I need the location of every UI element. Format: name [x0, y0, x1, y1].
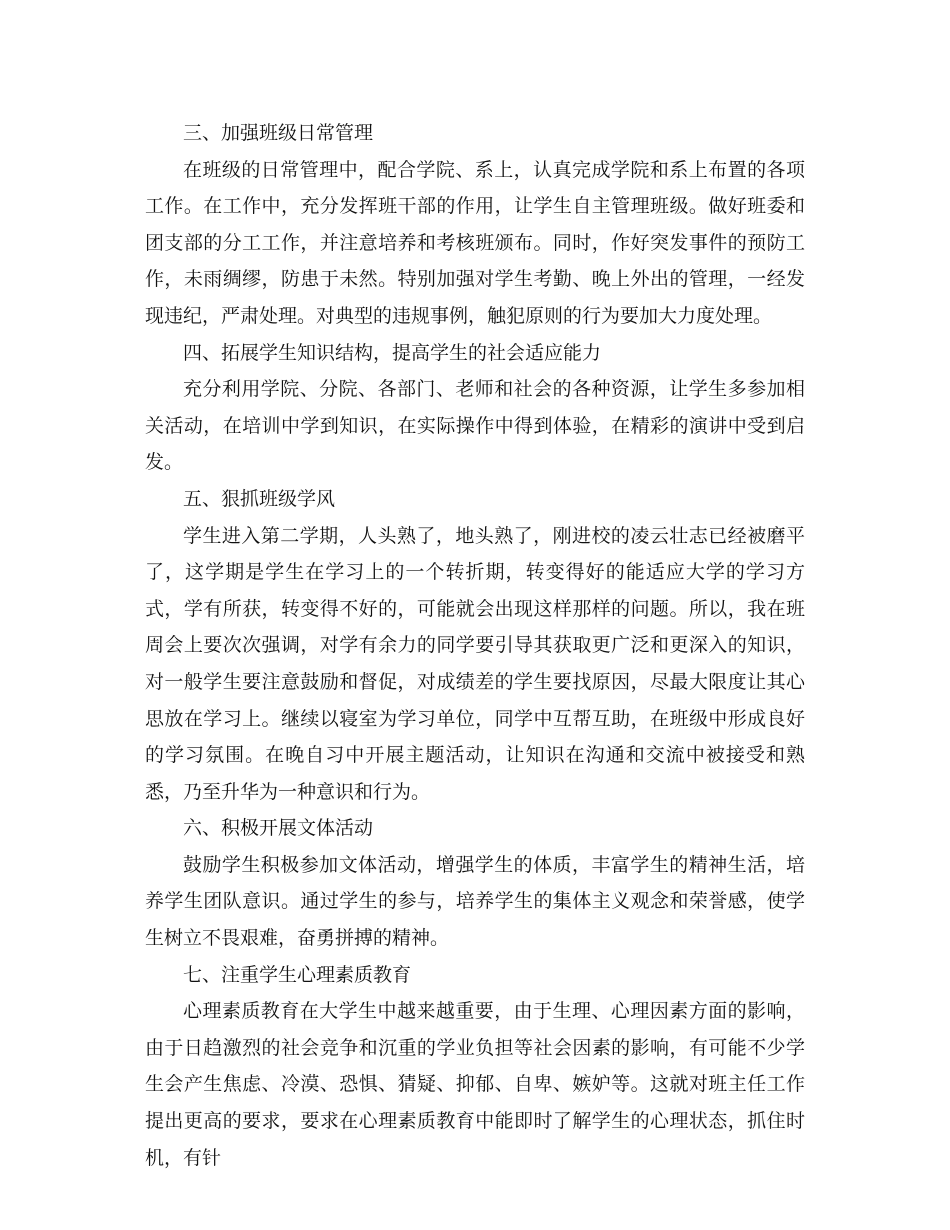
- section-body-6: 鼓励学生积极参加文体活动，增强学生的体质，丰富学生的精神生活，培养学生团队意识。通过学生的参与，培养学生的集体主义观念和荣誉感，使学生树立不畏艰难，奋勇拼搏的精神。: [145, 853, 805, 950]
- section-heading-4: 四、拓展学生知识结构，提高学生的社会适应能力: [183, 341, 602, 364]
- section-heading-6: 六、积极开展文体活动: [183, 817, 374, 840]
- section-heading-5: 五、狠抓班级学风: [183, 487, 336, 510]
- section-body-7: 心理素质教育在大学生中越来越重要，由于生理、心理因素方面的影响，由于日趋激烈的社会竞争和沉重的学业负担等社会因素的影响，有可能不少学生会产生焦虑、冷漠、恐惧、猜疑、抑郁、自卑、嫉妒等。这就对班主任工作提出更高的要求，要求在心理素质教育中能即时了解学生的心理状态，抓住时机，有针: [145, 1000, 805, 1169]
- section-body-4: 充分利用学院、分院、各部门、老师和社会的各种资源，让学生多参加相关活动，在培训中学到知识，在实际操作中得到体验，在精彩的演讲中受到启发。: [145, 378, 805, 474]
- section-body-3: 在班级的日常管理中，配合学院、系上，认真完成学院和系上布置的各项工作。在工作中，充分发挥班干部的作用，让学生自主管理班级。做好班委和团支部的分工工作，并注意培养和考核班颁布。同时，作好突发事件的预防工作，未雨绸缪，防患于未然。特别加强对学生考勤、晚上外出的管理，一经发现违纪，严肃处理。对典型的违规事例，触犯原则的行为要加大力度处理。: [145, 158, 805, 327]
- document-body: [145, 115, 805, 1176]
- section-body-5: 学生进入第二学期，人头熟了，地头熟了，刚进校的凌云壮志已经被磨平了，这学期是学生在学习上的一个转折期，转变得好的能适应大学的学习方式，学有所获，转变得不好的，可能就会出现这样那样的问题。所以，我在班周会上要次次强调，对学有余力的同学要引导其获取更广泛和更深入的知识，对一般学生要注意鼓励和督促，对成绩差的学生要找原因，尽最大限度让其心思放在学习上。继续以寝室为学习单位，同学中互帮互助，在班级中形成良好的学习氛围。在晚自习中开展主题活动，让知识在沟通和交流中被接受和熟悉，乃至升华为一种意识和行为。: [145, 524, 805, 803]
- section-heading-3: 三、加强班级日常管理: [183, 122, 374, 144]
- section-heading-7: 七、注重学生心理素质教育: [183, 963, 412, 986]
